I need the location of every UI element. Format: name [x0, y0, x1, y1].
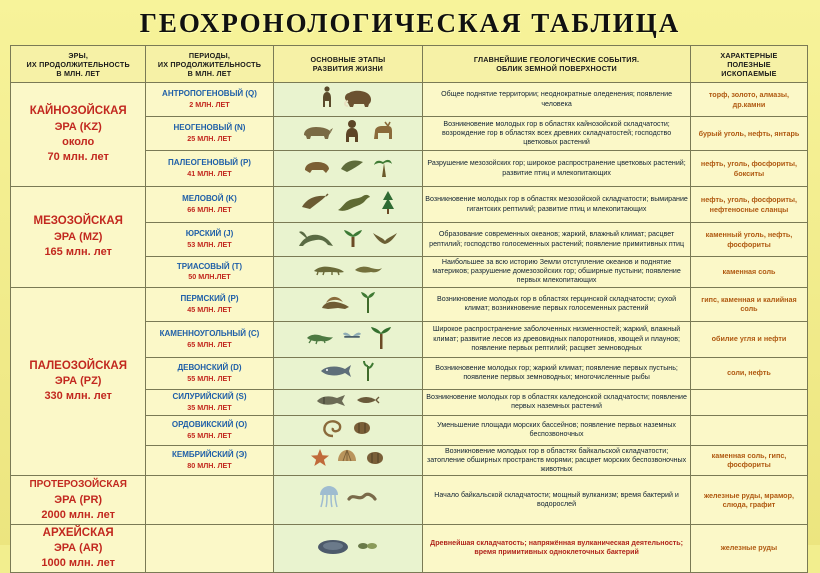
period-duration: 53 МЛН. ЛЕТ	[187, 240, 232, 250]
sauropod-icon	[297, 226, 335, 253]
period-duration: 25 МЛН. ЛЕТ	[187, 134, 232, 144]
minerals-header-line3: ИСКОПАЕМЫЕ	[721, 68, 777, 78]
era-name: МЕЗОЗОЙСКАЯ	[33, 215, 123, 228]
trilobite-icon	[364, 451, 386, 470]
era-header-line1: ЭРЫ,	[68, 50, 89, 60]
dinosaur-icon	[336, 191, 372, 218]
period-duration: 2 МЛН. ЛЕТ	[189, 100, 230, 110]
trilobite-icon	[351, 421, 373, 440]
minerals-cell: железные руды	[690, 524, 807, 572]
life-illustration-cell	[273, 476, 423, 524]
bird-icon	[339, 157, 365, 180]
period-cell	[146, 476, 273, 524]
life-illustration-group	[276, 484, 421, 515]
geological-events-cell: Разрушение мезозойских гор; широкое распространение цветковых растений; развитие птиц и млекопитающих	[423, 151, 691, 187]
column-header-events	[423, 46, 691, 83]
early-reptile-icon	[312, 261, 346, 282]
minerals-cell: железные руды, мрамор, слюда, графит	[690, 476, 807, 524]
period-cell	[146, 445, 273, 476]
page-title: ГЕОХРОНОЛОГИЧЕСКАЯ ТАБЛИЦА	[139, 8, 681, 38]
life-illustration-group	[276, 224, 421, 255]
era-duration-line2: 70 млн. лет	[47, 150, 109, 163]
deer-icon	[370, 119, 396, 148]
geological-events-cell: Общее поднятие территории; неоднократные оледенения; появление человека	[423, 83, 691, 117]
column-header-period	[146, 46, 273, 83]
geological-events-cell: Возникновение молодых гор в областях мезозойской складчатости; вымирание гигантских рептилий; развитие птиц и млекопитающих	[423, 187, 691, 223]
life-illustration-cell	[273, 223, 423, 257]
starfish-icon	[310, 448, 330, 473]
life-illustration-group	[276, 260, 421, 283]
minerals-cell	[690, 389, 807, 415]
life-header-line1: ОСНОВНЫЕ ЭТАПЫ	[310, 55, 386, 64]
geological-events-cell: Возникновение молодых гор; жаркий климат; появление первых пустынь; появление первых земноводных; многочисленные рыбы	[423, 357, 691, 389]
era-cell	[11, 187, 146, 288]
period-cell	[146, 257, 273, 288]
table-header	[11, 46, 808, 83]
conifer-icon	[379, 189, 397, 220]
geological-events-cell: Начало байкальской складчатости; мощный вулканизм; время бактерий и водорослей	[423, 476, 691, 524]
early-mammal-icon	[302, 157, 332, 180]
life-illustration-group	[276, 118, 421, 149]
minerals-cell: нефть, уголь, фосфориты, бокситы	[690, 151, 807, 187]
geological-events-cell: Возникновение молодых гор в областях байкальской складчатости; затопление обширных пространств морями; расцвет морских беспозвоночных животных	[423, 445, 691, 476]
life-illustration-cell	[273, 83, 423, 117]
archaeopteryx-icon	[299, 192, 329, 217]
geological-events-cell: Уменьшение площади морских бассейнов; появление первых наземных беспозвоночных	[423, 415, 691, 445]
pterosaur-icon	[371, 228, 399, 251]
geological-events-cell: Древнейшая складчатость; напряжённая вулканическая деятельность; время примитивных одноклеточных бактерий	[423, 524, 691, 572]
era-duration-line1: 2000 млн. лет	[41, 508, 115, 521]
life-illustration-group	[276, 417, 421, 444]
period-name: АНТРОПОГЕНОВЫЙ (Q)	[162, 89, 257, 99]
armored-fish-icon	[315, 392, 347, 413]
dimetrodon-icon	[318, 292, 352, 317]
amphibian-icon	[304, 329, 334, 350]
geological-events-cell: Наибольшее за всю историю Земли отступление океанов и поднятие материков; разрушение домезозойских гор; обширные пустыни; появление первых млекопитающих	[423, 257, 691, 288]
ape-icon	[341, 119, 363, 148]
period-cell	[146, 321, 273, 357]
sea-scorpion-icon	[354, 392, 380, 413]
life-illustration-group	[276, 447, 421, 474]
period-header-line2: ИХ ПРОДОЛЖИТЕЛЬНОСТЬ	[157, 59, 262, 69]
life-illustration-group	[276, 188, 421, 221]
minerals-cell: соли, нефть	[690, 357, 807, 389]
minerals-cell: нефть, уголь, фосфориты, нефтеносные сланцы	[690, 187, 807, 223]
era-name: ПАЛЕОЗОЙСКАЯ	[29, 359, 127, 372]
era-label: ЭРА (KZ)	[54, 120, 102, 133]
minerals-cell: каменная соль, гипс, фосфориты	[690, 445, 807, 476]
period-name: КАМЕННОУГОЛЬНЫЙ (C)	[159, 328, 260, 338]
life-illustration-cell	[273, 357, 423, 389]
period-name: ТРИАСОВЫЙ (T)	[176, 261, 243, 271]
shell-icon	[337, 449, 357, 472]
events-header-line1: ГЛАВНЕЙШИЕ ГЕОЛОГИЧЕСКИЕ СОБЫТИЯ.	[473, 55, 640, 64]
life-illustration-cell	[273, 415, 423, 445]
period-cell	[146, 287, 273, 321]
table-row	[11, 187, 808, 223]
geological-events-cell: Образование современных океанов; жаркий, влажный климат; расцвет рептилий; господство голосеменных растений; появление примитивных птиц	[423, 223, 691, 257]
era-duration-line1: 165 млн. лет	[44, 245, 112, 258]
minerals-cell: торф, золото, алмазы, др.камни	[690, 83, 807, 117]
table-row	[11, 476, 808, 524]
minerals-cell: бурый уголь, нефть, янтарь	[690, 117, 807, 151]
period-name: ДЕВОНСКИЙ (D)	[177, 362, 242, 372]
life-illustration-group	[276, 152, 421, 185]
table-body	[11, 83, 808, 573]
period-cell	[146, 83, 273, 117]
life-illustration-cell	[273, 257, 423, 288]
period-cell	[146, 415, 273, 445]
life-illustration-group	[276, 359, 421, 388]
period-cell	[146, 389, 273, 415]
column-header-minerals	[690, 46, 807, 83]
minerals-cell	[690, 415, 807, 445]
period-name: ОРДОВИКСКИЙ (O)	[171, 419, 248, 429]
era-name: АРХЕЙСКАЯ	[42, 526, 114, 539]
life-illustration-group	[276, 289, 421, 320]
stromatolite-icon	[316, 537, 350, 560]
period-duration: 41 МЛН. ЛЕТ	[187, 169, 232, 179]
minerals-header-line2: ПОЛЕЗНЫЕ	[727, 59, 771, 69]
era-label: ЭРА (MZ)	[53, 230, 103, 243]
era-header-line3: В МЛН. ЛЕТ	[56, 68, 100, 78]
period-duration: 55 МЛН. ЛЕТ	[187, 373, 232, 383]
minerals-cell: каменная соль	[690, 257, 807, 288]
period-name: КЕМБРИЙСКИЙ (Э)	[172, 450, 247, 460]
life-illustration-cell	[273, 151, 423, 187]
era-duration-line1: 330 млн. лет	[44, 390, 112, 403]
period-cell	[146, 223, 273, 257]
life-illustration-group	[276, 84, 421, 115]
life-illustration-cell	[273, 445, 423, 476]
era-duration-line1: около	[62, 135, 95, 148]
primitive-plant-icon	[360, 360, 376, 387]
table-row	[11, 287, 808, 321]
geological-events-cell: Возникновение молодых гор в областях каледонской складчатости; появление первых наземных растений	[423, 389, 691, 415]
dragonfly-icon	[341, 330, 363, 349]
geological-events-cell: Возникновение молодых гор в областях кайнозойской складчатости; возрождение гор в областях всех древних складчатостей; господство цветковых растений	[423, 117, 691, 151]
period-duration: 66 МЛН. ЛЕТ	[187, 205, 232, 215]
life-illustration-cell	[273, 524, 423, 572]
era-label: ЭРА (AR)	[53, 542, 103, 555]
life-illustration-cell	[273, 321, 423, 357]
period-cell	[146, 357, 273, 389]
era-cell	[11, 83, 146, 187]
period-cell	[146, 151, 273, 187]
minerals-header-line1: ХАРАКТЕРНЫЕ	[720, 50, 778, 60]
period-duration: 65 МЛН. ЛЕТ	[187, 430, 232, 440]
period-duration: 65 МЛН. ЛЕТ	[187, 339, 232, 349]
table-row	[11, 524, 808, 572]
nautiloid-icon	[322, 418, 344, 443]
period-cell	[146, 187, 273, 223]
bacteria-icon	[357, 539, 379, 558]
life-illustration-cell	[273, 187, 423, 223]
life-header-line2: РАЗВИТИЯ ЖИЗНИ	[312, 64, 384, 73]
life-illustration-group	[276, 536, 421, 561]
era-label: ЭРА (PR)	[54, 493, 103, 506]
fern-icon	[359, 290, 377, 319]
events-header-line2: ОБЛИК ЗЕМНОЙ ПОВЕРХНОСТИ	[496, 64, 617, 73]
period-header-line3: В МЛН. ЛЕТ	[187, 68, 232, 78]
worm-icon	[347, 490, 377, 509]
header-row	[11, 46, 808, 83]
era-cell	[11, 476, 146, 524]
period-cell	[146, 524, 273, 572]
period-duration: 80 МЛН. ЛЕТ	[187, 461, 232, 471]
period-cell	[146, 117, 273, 151]
era-name: КАЙНОЗОЙСКАЯ	[29, 105, 127, 118]
era-header-line2: ИХ ПРОДОЛЖИТЕЛЬНОСТЬ	[26, 59, 130, 69]
period-name: СИЛУРИЙСКИЙ (S)	[172, 391, 247, 401]
period-name: ПАЛЕОГЕНОВЫЙ (P)	[168, 158, 251, 168]
table-row	[11, 83, 808, 117]
life-illustration-cell	[273, 287, 423, 321]
column-header-life	[273, 46, 423, 83]
human-figure-icon	[319, 86, 335, 113]
geochronology-table	[10, 45, 808, 573]
era-cell	[11, 524, 146, 572]
era-cell	[11, 287, 146, 476]
palm-icon	[372, 153, 394, 184]
life-illustration-group	[276, 323, 421, 356]
lobe-finned-fish-icon	[319, 363, 353, 384]
tree-fern-icon	[370, 324, 392, 355]
minerals-cell: обилие угля и нефти	[690, 321, 807, 357]
geological-events-cell: Широкое распространение заболоченных низменностей; жаркий, влажный климат; развитие лесов из древовидных папоротников, хвощей и плаунов; появление первых рептилий; расцвет земноводных	[423, 321, 691, 357]
cycad-icon	[342, 225, 364, 254]
mammoth-icon	[342, 85, 376, 114]
period-duration: 45 МЛН. ЛЕТ	[187, 304, 232, 314]
minerals-cell: каменный уголь, нефть, фосфориты	[690, 223, 807, 257]
period-duration: 50 МЛН.ЛЕТ	[188, 272, 231, 282]
era-duration-line1: 1000 млн. лет	[41, 556, 115, 569]
period-duration: 35 МЛН. ЛЕТ	[187, 402, 232, 412]
period-name: ЮРСКИЙ (J)	[185, 229, 234, 239]
period-name: МЕЛОВОЙ (K)	[182, 194, 237, 204]
period-name: ПЕРМСКИЙ (P)	[180, 293, 239, 303]
period-header-line1: ПЕРИОДЫ,	[188, 50, 231, 60]
era-label: ЭРА (PZ)	[54, 375, 102, 388]
jellyfish-icon	[318, 485, 340, 514]
life-illustration-cell	[273, 389, 423, 415]
geological-events-cell: Возникновение молодых гор в областях герцинской складчатости; сухой климат; возникновение первых голосеменных растений	[423, 287, 691, 321]
column-header-era	[11, 46, 146, 83]
rhino-icon	[300, 121, 334, 146]
era-name: ПРОТЕРОЗОЙСКАЯ	[29, 479, 127, 491]
life-illustration-cell	[273, 117, 423, 151]
life-illustration-group	[276, 391, 421, 414]
period-name: НЕОГЕНОВЫЙ (N)	[173, 123, 246, 133]
minerals-cell: гипс, каменная и калийная соль	[690, 287, 807, 321]
lizard-icon	[353, 262, 383, 281]
